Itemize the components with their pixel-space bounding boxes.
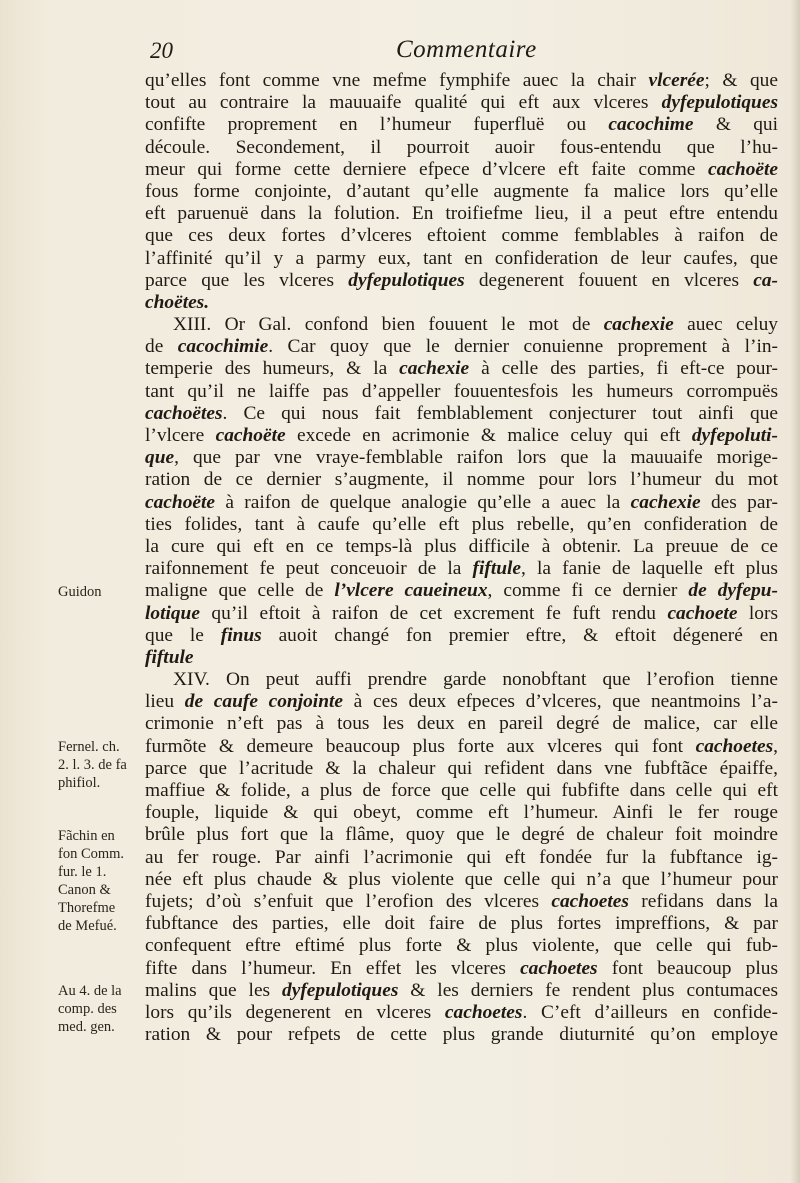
text-line: [145, 159, 778, 181]
italic-term: cachexie: [399, 358, 470, 380]
text-line: [145, 336, 778, 358]
text-run: des par-: [700, 491, 778, 513]
text-run: à ces deux efpeces d’vlceres, que neantmoins l’a-: [342, 691, 778, 713]
italic-term: dyfepoluti-: [691, 425, 778, 446]
text-line: [145, 270, 778, 292]
text-run: malins que les: [145, 979, 283, 1001]
text-run: tout au contraire la mauuaife qualité qui eft aux vlceres: [145, 92, 662, 114]
italic-term: cachexie: [603, 314, 674, 336]
text-line: [145, 625, 778, 647]
text-run: la cure qui eft en ce temps-là plus difficile à obtenir. La preuue de ce: [145, 535, 778, 557]
italic-term: ca-: [753, 269, 778, 291]
text-line: [145, 225, 778, 247]
text-line: [145, 536, 778, 558]
text-run: à celle des parties, fi eft-ce pour-: [469, 358, 778, 380]
italic-term: cachexie: [630, 491, 701, 513]
text-line: [145, 935, 778, 957]
text-run: ration de ce dernier s’augmente, il nomme pour lors l’humeur du mot: [145, 469, 778, 491]
text-run: qu’elles font comme vne mefme fymphife auec la chair: [145, 70, 649, 91]
italic-term: cachoëte: [215, 425, 286, 446]
text-run: née eft plus chaude & plus violente que celle qui n’a que l’humeur pour: [145, 868, 778, 890]
text-line: [145, 824, 778, 846]
text-line: [145, 913, 778, 935]
italic-term: lotique: [145, 602, 200, 624]
margin-note: Fãchin en fon Comm. fur. le 1. Canon & Thorefme de Mefué.: [58, 827, 125, 934]
text-line: [145, 358, 778, 380]
italic-term: cacochime: [608, 114, 694, 136]
italic-term: cachoëtes: [145, 402, 223, 424]
italic-term: choëtes.: [145, 291, 210, 313]
text-line: [145, 980, 778, 1002]
text-run: lieu: [145, 691, 185, 713]
text-run: fous forme conjointe, d’autant qu’elle augmente fa malice lors qu’elle: [145, 180, 778, 202]
text-run: parce que l’acritude & la chaleur qui refident dans vne fubftãce épaiffe,: [145, 757, 778, 779]
text-run: ration & pour refpets de cette plus grande diuturnité qu’on employe: [145, 1024, 778, 1046]
text-line: [145, 137, 778, 159]
text-run: ties folides, tant à caufe qu’elle eft plus rebelle, qu’en confideration de: [145, 513, 778, 535]
italic-term: fiftule: [145, 646, 194, 668]
text-run: à raifon de quelque analogie qu’elle a auec la: [215, 491, 631, 513]
italic-term: cachoetes: [551, 890, 629, 912]
running-title: Commentaire: [396, 36, 537, 63]
text-line: [145, 647, 778, 669]
text-run: confifte proprement en l’humeur fuperfluë ou: [145, 114, 609, 136]
text-line: [145, 603, 778, 625]
text-run: brûle plus fort que la flâme, quoy que le degré de chaleur foit moindre: [145, 824, 778, 846]
text-run: auoit changé fon premier eftre, & eftoit dégeneré en: [261, 624, 778, 646]
text-line: [145, 691, 778, 713]
text-line: [145, 891, 778, 913]
text-line: [145, 1002, 778, 1024]
text-run: , comme fi ce dernier: [487, 580, 689, 602]
text-run: lors qu’ils degenerent en vlceres: [145, 1001, 445, 1023]
margin-note: Fernel. ch. 2. l. 3. de fa phifiol.: [58, 739, 127, 791]
text-run: auec celuy: [673, 314, 778, 336]
italic-term: de caufe conjointe: [184, 691, 343, 713]
text-line: [145, 958, 778, 980]
text-run: refidans dans la: [628, 890, 778, 912]
text-run: eft paruenuë dans la folution. En troifiefme lieu, il a peut eftre entendu: [145, 203, 778, 225]
text-line: [145, 492, 778, 514]
text-run: fifte dans l’humeur. En effet les vlceres: [145, 957, 521, 979]
text-run: au fer rouge. Par ainfi l’acrimonie qui eft fondée fur la fubftance ig-: [145, 846, 778, 868]
text-run: , la fanie de laquelle eft plus: [520, 558, 778, 580]
text-run: degenerent fouuent en vlceres: [464, 269, 754, 291]
text-line: [145, 869, 778, 891]
text-run: . Car quoy que le dernier conuienne proprement à l’in-: [268, 336, 778, 358]
text-run: crimonie n’eft pas à tous les deux en pareil degré de malice, car elle: [145, 713, 778, 735]
italic-term: cachoetes: [695, 735, 774, 757]
text-line: [145, 292, 778, 314]
text-run: fouple, liquide & qui obeyt, comme eft l’humeur. Ainfi le fer rouge: [145, 802, 778, 824]
italic-term: dyfepulotiques: [661, 92, 778, 114]
text-run: parce que les vlceres: [145, 269, 349, 291]
text-line: [145, 1024, 778, 1046]
text-line: [145, 736, 778, 758]
text-run: , que par vne vraye-femblable raifon lors que la mauuaife morige-: [174, 447, 778, 469]
italic-term: que: [145, 447, 175, 469]
text-run: raifonnement fe peut conceuoir de la: [145, 558, 473, 580]
text-line: [145, 248, 778, 270]
italic-term: cacochimie: [177, 336, 269, 358]
text-line: [145, 514, 778, 536]
text-run: l’vlcere: [145, 425, 216, 446]
text-run: . Ce qui nous fait femblablement conjecturer tout ainfi que: [222, 402, 778, 424]
text-run: temperie des humeurs, & la: [145, 358, 400, 380]
text-run: tant qu’il ne laiffe pas d’appeller fouuentesfois les humeurs corrompuës: [145, 380, 778, 402]
page-header: [140, 38, 780, 68]
text-run: & qui: [693, 114, 778, 136]
text-run: maffiue & folide, a plus de force que celle qui fubfifte dans celle qui eft: [145, 780, 778, 801]
text-line: [145, 425, 778, 447]
text-run: excede en acrimonie & malice celuy qui eft: [285, 425, 692, 446]
italic-term: cachoetes: [444, 1001, 523, 1023]
text-run: . C’eft d’ailleurs en confide-: [522, 1001, 778, 1023]
text-run: furmõte & demeure beaucoup plus forte aux vlceres qui font: [145, 735, 696, 757]
text-line: [145, 114, 778, 136]
body-text: [145, 70, 778, 1046]
italic-term: dyfepulotiques: [348, 269, 465, 291]
text-line: [145, 447, 778, 469]
italic-term: cachoëte: [145, 491, 215, 513]
text-line: [145, 713, 778, 735]
text-line: [145, 847, 778, 869]
margin-notes: [0, 0, 145, 1183]
text-run: XIII. Or Gal. confond bien fouuent le mot de: [173, 314, 604, 336]
italic-term: fiftule: [472, 558, 521, 580]
text-run: & les derniers fe rendent plus contumaces: [398, 979, 778, 1001]
text-run: XIV. On peut auffi prendre garde nonobftant que l’erofion tienne: [173, 669, 778, 691]
text-run: maligne que celle de: [145, 580, 335, 602]
text-line: [145, 381, 778, 403]
text-run: ; & que: [704, 70, 778, 91]
text-line: [145, 314, 778, 336]
text-run: ,: [773, 735, 778, 757]
text-line: [145, 181, 778, 203]
italic-term: vlcerée: [648, 70, 705, 91]
italic-term: cachoete: [667, 602, 738, 624]
page-edge-shadow: [790, 0, 800, 1183]
italic-term: cachoetes: [520, 957, 598, 979]
page-number: 20: [150, 38, 173, 63]
text-line: [145, 580, 778, 602]
text-run: qu’il eftoit à raifon de cet excrement fe fuft rendu: [199, 602, 668, 624]
text-line: [145, 558, 778, 580]
text-line: [145, 758, 778, 780]
text-run: que le: [145, 624, 221, 646]
italic-term: dyfepulotiques: [282, 979, 399, 1001]
text-line: [145, 92, 778, 114]
text-run: de: [145, 336, 178, 358]
text-run: que ces deux fortes d’vlceres eftoient comme femblables à raifon de: [145, 225, 778, 247]
text-line: [145, 780, 778, 802]
italic-term: l’vlcere caueineux: [334, 580, 488, 602]
text-run: confequent eftre eftimé plus forte & plus violente, que celle qui fub-: [145, 935, 778, 957]
text-run: fujets; d’où s’enfuit que l’erofion des vlceres: [145, 890, 552, 912]
text-line: [145, 403, 778, 425]
text-line: [145, 669, 778, 691]
text-run: l’affinité qu’il y a parmy eux, tant en confideration de leur caufes, que: [145, 247, 778, 269]
text-run: découle. Secondement, il pourroit auoir fous-entendu que l’hu-: [145, 136, 778, 158]
text-line: [145, 469, 778, 491]
text-run: fubftance des parties, elle doit faire de plus fortes impreffions, & par: [145, 913, 778, 935]
margin-note: Guidon: [58, 583, 102, 600]
text-line: [145, 802, 778, 824]
text-line: [145, 203, 778, 225]
text-run: font beaucoup plus: [597, 957, 778, 979]
italic-term: de dyfepu-: [688, 580, 778, 602]
italic-term: finus: [220, 624, 262, 646]
margin-note: Au 4. de la comp. des med. gen.: [58, 983, 122, 1036]
text-run: meur qui forme cette derniere efpece d’vlcere eft faite comme: [145, 158, 708, 180]
italic-term: cachoëte: [708, 158, 778, 180]
text-line: [145, 70, 778, 92]
text-run: lors: [737, 602, 778, 624]
